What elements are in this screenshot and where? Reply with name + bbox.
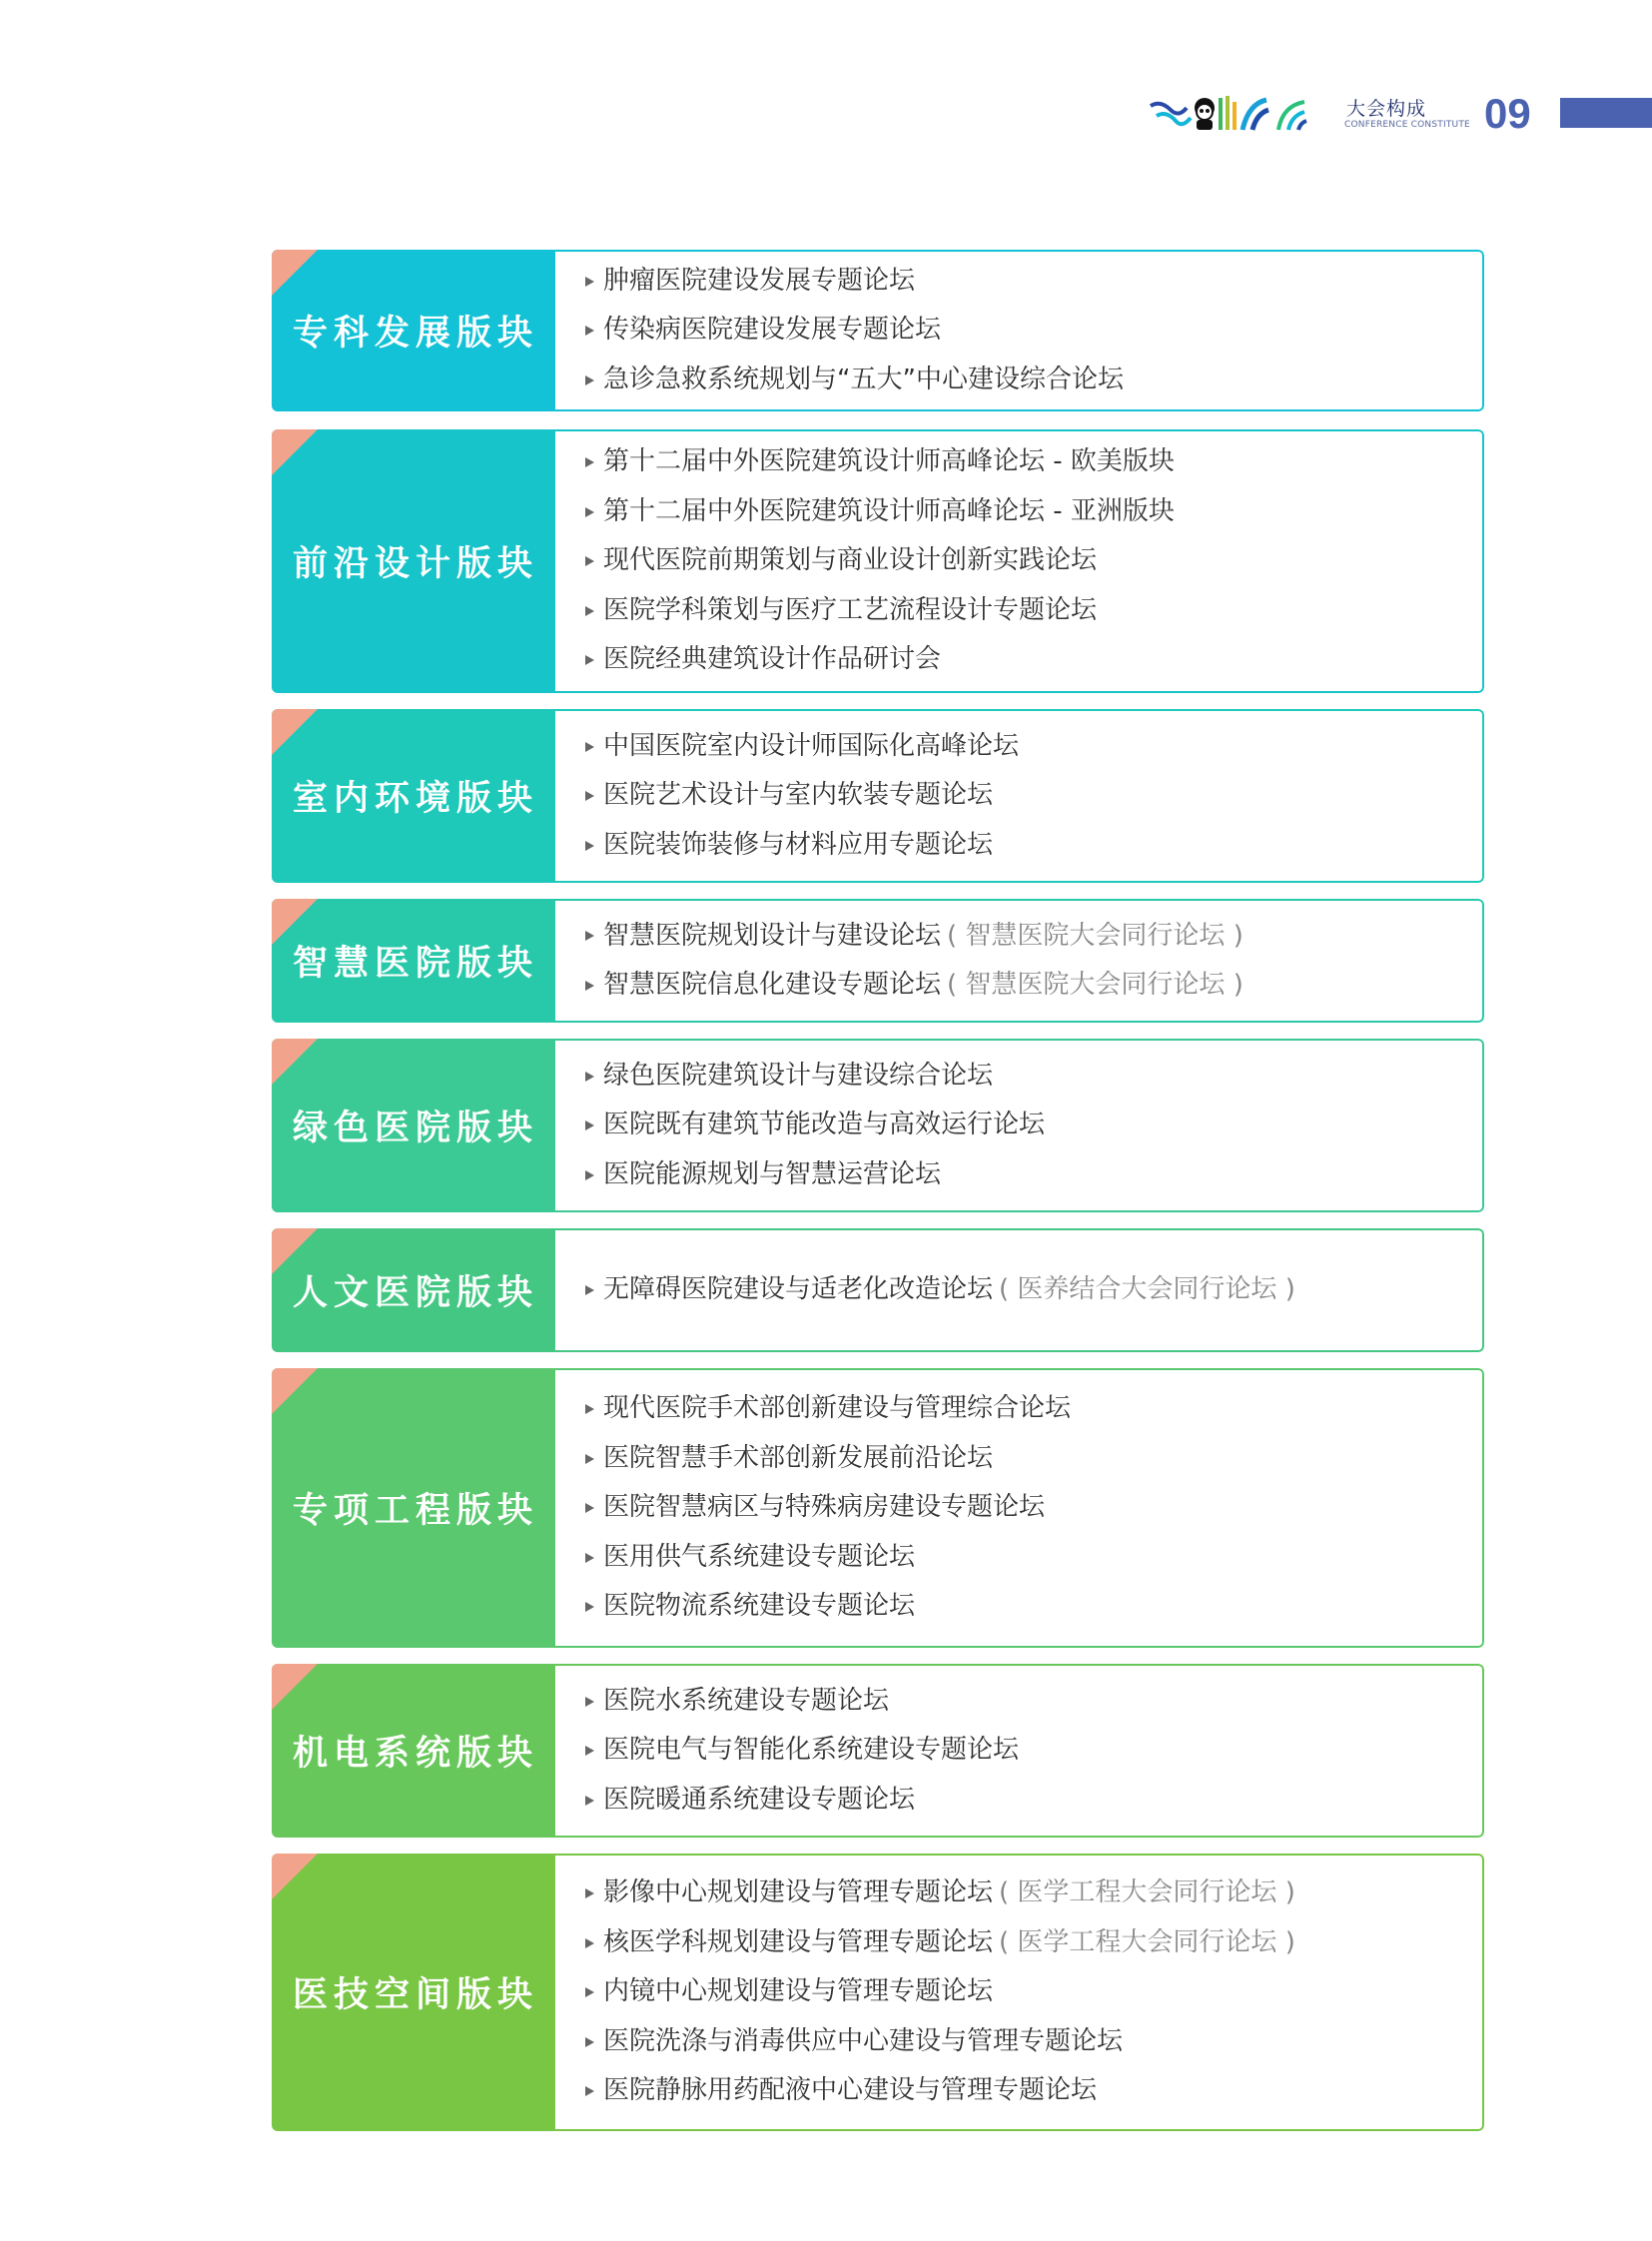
section-block xyxy=(272,250,1484,411)
bullet-triangle-icon xyxy=(585,1796,594,1806)
section-items xyxy=(555,1368,1484,1648)
corner-accent xyxy=(272,1854,318,1899)
bullet-triangle-icon xyxy=(585,1503,594,1513)
item-note: ( 智慧医院大会同行论坛 ) xyxy=(947,920,1243,951)
list-item xyxy=(585,2066,1482,2116)
bullet-triangle-icon xyxy=(585,1072,594,1082)
section-label xyxy=(272,1368,555,1648)
list-item xyxy=(585,771,1482,821)
section-block xyxy=(272,429,1484,693)
corner-accent xyxy=(272,250,318,296)
bullet-triangle-icon xyxy=(585,841,594,851)
item-note: ( 医学工程大会同行论坛 ) xyxy=(999,1926,1295,1957)
section-block xyxy=(272,1854,1484,2131)
header-title: 大会构成 xyxy=(1346,98,1427,120)
list-item xyxy=(585,1582,1482,1632)
item-text: 医院智慧病区与特殊病房建设专题论坛 xyxy=(603,1492,1046,1523)
item-note: ( 智慧医院大会同行论坛 ) xyxy=(947,970,1243,1000)
section-block xyxy=(272,1664,1484,1838)
item-text: 中国医院室内设计师国际化高峰论坛 xyxy=(603,730,1020,761)
section-title: 医技空间版块 xyxy=(292,1975,538,2015)
bullet-triangle-icon xyxy=(585,1404,594,1414)
list-item xyxy=(585,821,1482,871)
item-text: 医院暖通系统建设专题论坛 xyxy=(603,1784,916,1815)
bullet-triangle-icon xyxy=(585,507,594,517)
bullet-triangle-icon xyxy=(585,1553,594,1563)
list-item xyxy=(585,1726,1482,1776)
item-text: 医院学科策划与医疗工艺流程设计专题论坛 xyxy=(603,594,1098,625)
section-block xyxy=(272,899,1484,1023)
list-item xyxy=(585,1918,1482,1968)
bullet-triangle-icon xyxy=(585,2037,594,2047)
list-item xyxy=(585,961,1482,1011)
item-text: 内镜中心规划建设与管理专题论坛 xyxy=(603,1976,994,2007)
bullet-triangle-icon xyxy=(585,326,594,336)
list-item xyxy=(585,487,1482,537)
header-accent-bar xyxy=(1560,98,1652,128)
page-number: 09 xyxy=(1484,90,1531,137)
item-note: ( 医养结合大会同行论坛 ) xyxy=(999,1274,1295,1305)
list-item xyxy=(585,1384,1482,1434)
item-text: 医院经典建筑设计作品研讨会 xyxy=(603,644,942,675)
item-note: ( 医学工程大会同行论坛 ) xyxy=(999,1877,1295,1908)
section-title: 智慧医院版块 xyxy=(292,944,538,984)
section-title: 专科发展版块 xyxy=(292,314,538,354)
item-text: 急诊急救系统规划与“五大”中心建设综合论坛 xyxy=(603,364,1124,394)
list-item xyxy=(585,1101,1482,1150)
item-text: 绿色医院建筑设计与建设综合论坛 xyxy=(603,1060,994,1091)
section-label xyxy=(272,1228,555,1352)
section-items xyxy=(555,709,1484,883)
corner-accent xyxy=(272,1368,318,1414)
section-block xyxy=(272,1368,1484,1648)
item-text: 智慧医院信息化建设专题论坛 xyxy=(603,970,942,1000)
section-label xyxy=(272,1664,555,1838)
section-items xyxy=(555,899,1484,1023)
item-text: 现代医院前期策划与商业设计创新实践论坛 xyxy=(603,545,1098,576)
list-item xyxy=(585,586,1482,636)
section-items xyxy=(555,429,1484,693)
list-item xyxy=(585,1434,1482,1484)
section-label xyxy=(272,429,555,693)
corner-accent xyxy=(272,1039,318,1085)
section-block xyxy=(272,709,1484,883)
list-item xyxy=(585,912,1482,962)
list-item xyxy=(585,1150,1482,1200)
list-item xyxy=(585,1677,1482,1727)
list-item xyxy=(585,257,1482,307)
list-item xyxy=(585,536,1482,586)
item-text: 医院智慧手术部创新发展前沿论坛 xyxy=(603,1442,994,1473)
bullet-triangle-icon xyxy=(585,1987,594,1997)
list-item xyxy=(585,722,1482,772)
section-items xyxy=(555,1854,1484,2131)
list-item xyxy=(585,1776,1482,1826)
header-subtitle: CONFERENCE CONSTITUTE xyxy=(1344,120,1470,130)
bullet-triangle-icon xyxy=(585,1120,594,1130)
section-label xyxy=(272,250,555,411)
list-item xyxy=(585,1052,1482,1102)
bullet-triangle-icon xyxy=(585,1602,594,1612)
item-text: 医院装饰装修与材料应用专题论坛 xyxy=(603,829,994,860)
corner-accent xyxy=(272,429,318,475)
item-text: 核医学科规划建设与管理专题论坛 xyxy=(603,1926,994,1957)
list-item xyxy=(585,437,1482,487)
bullet-triangle-icon xyxy=(585,1285,594,1295)
bullet-triangle-icon xyxy=(585,375,594,385)
item-text: 医用供气系统建设专题论坛 xyxy=(603,1541,916,1572)
item-text: 第十二届中外医院建筑设计师高峰论坛 - 亚洲版块 xyxy=(603,495,1175,526)
item-text: 医院能源规划与智慧运营论坛 xyxy=(603,1158,942,1189)
item-text: 传染病医院建设发展专题论坛 xyxy=(603,315,942,346)
item-text: 医院物流系统建设专题论坛 xyxy=(603,1591,916,1622)
bullet-triangle-icon xyxy=(585,742,594,752)
section-label xyxy=(272,1854,555,2131)
section-items xyxy=(555,1039,1484,1212)
bullet-triangle-icon xyxy=(585,981,594,991)
section-block xyxy=(272,1228,1484,1352)
page-header xyxy=(1149,88,1652,138)
section-items xyxy=(555,1664,1484,1838)
item-text: 医院艺术设计与室内软装专题论坛 xyxy=(603,780,994,811)
bullet-triangle-icon xyxy=(585,1938,594,1948)
list-item xyxy=(585,1265,1482,1315)
item-text: 现代医院手术部创新建设与管理综合论坛 xyxy=(603,1393,1072,1424)
bullet-triangle-icon xyxy=(585,1746,594,1756)
corner-accent xyxy=(272,1664,318,1710)
item-text: 肿瘤医院建设发展专题论坛 xyxy=(603,265,916,296)
section-title: 机电系统版块 xyxy=(292,1734,538,1774)
bullet-triangle-icon xyxy=(585,791,594,801)
list-item xyxy=(585,1967,1482,2017)
list-item xyxy=(585,1483,1482,1533)
item-text: 医院电气与智能化系统建设专题论坛 xyxy=(603,1735,1020,1766)
section-title: 绿色医院版块 xyxy=(292,1109,538,1148)
list-item xyxy=(585,635,1482,685)
list-item xyxy=(585,2017,1482,2067)
item-text: 医院静脉用药配液中心建设与管理专题论坛 xyxy=(603,2075,1098,2106)
section-label xyxy=(272,709,555,883)
section-label xyxy=(272,1039,555,1212)
item-text: 第十二届中外医院建筑设计师高峰论坛 - 欧美版块 xyxy=(603,446,1175,477)
section-title: 前沿设计版块 xyxy=(292,544,538,584)
list-item xyxy=(585,306,1482,356)
item-text: 医院洗涤与消毒供应中心建设与管理专题论坛 xyxy=(603,2025,1124,2056)
bullet-triangle-icon xyxy=(585,931,594,941)
conference-logo-icon xyxy=(1149,92,1340,134)
list-item xyxy=(585,1868,1482,1918)
bullet-triangle-icon xyxy=(585,556,594,566)
list-item xyxy=(585,356,1482,405)
item-text: 无障碍医院建设与适老化改造论坛 xyxy=(603,1274,994,1305)
list-item xyxy=(585,1533,1482,1583)
item-text: 医院既有建筑节能改造与高效运行论坛 xyxy=(603,1110,1046,1140)
bullet-triangle-icon xyxy=(585,606,594,616)
section-block xyxy=(272,1039,1484,1212)
bullet-triangle-icon xyxy=(585,277,594,287)
item-text: 影像中心规划建设与管理专题论坛 xyxy=(603,1877,994,1908)
bullet-triangle-icon xyxy=(585,457,594,467)
section-items xyxy=(555,250,1484,411)
corner-accent xyxy=(272,709,318,755)
bullet-triangle-icon xyxy=(585,1888,594,1898)
bullet-triangle-icon xyxy=(585,655,594,665)
item-text: 智慧医院规划设计与建设论坛 xyxy=(603,920,942,951)
section-items xyxy=(555,1228,1484,1352)
section-title: 人文医院版块 xyxy=(292,1273,538,1313)
section-title: 室内环境版块 xyxy=(292,779,538,819)
bullet-triangle-icon xyxy=(585,2086,594,2096)
item-text: 医院水系统建设专题论坛 xyxy=(603,1685,890,1716)
bullet-triangle-icon xyxy=(585,1454,594,1464)
section-label xyxy=(272,899,555,1023)
bullet-triangle-icon xyxy=(585,1170,594,1180)
section-title: 专项工程版块 xyxy=(292,1491,538,1531)
bullet-triangle-icon xyxy=(585,1697,594,1707)
